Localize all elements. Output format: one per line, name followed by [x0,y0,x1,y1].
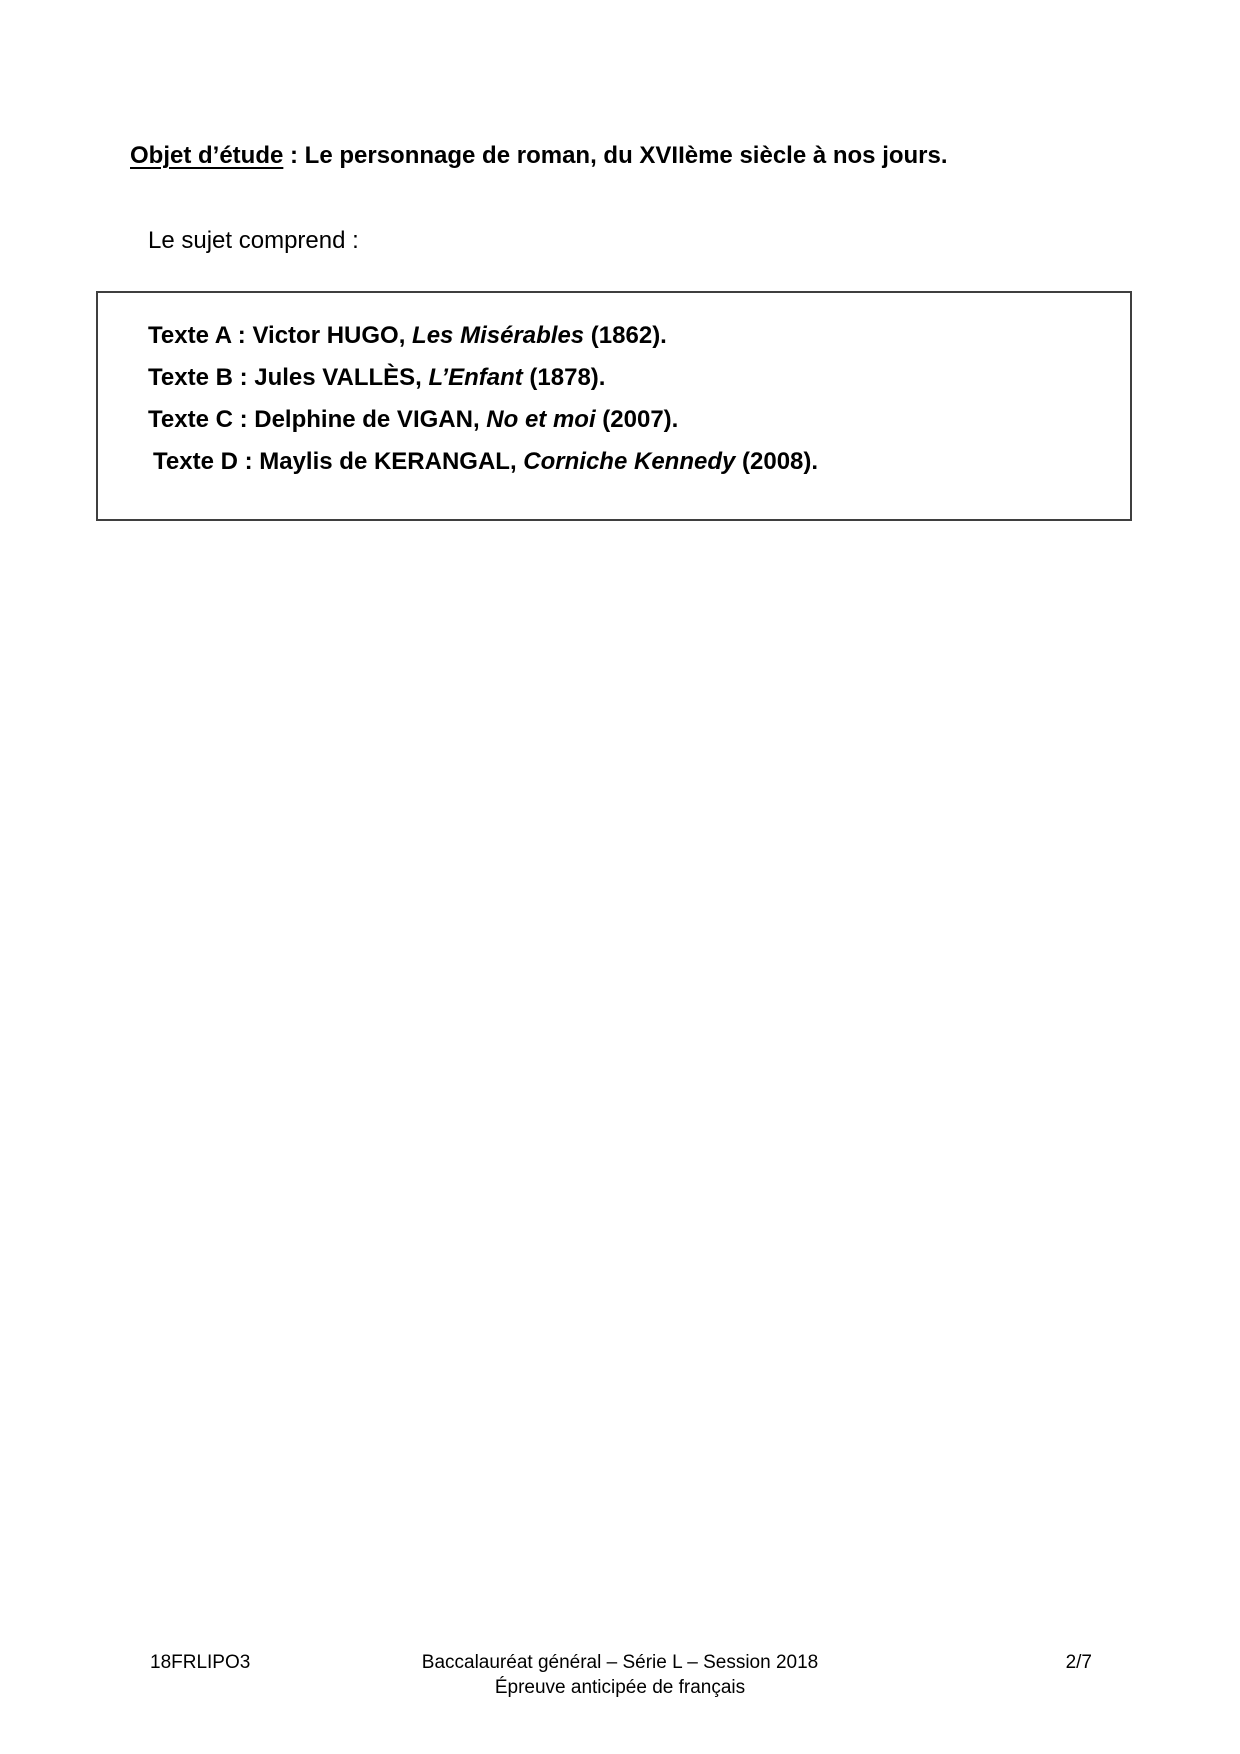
text-b-work-title: L’Enfant [428,364,523,391]
footer-exam-subtitle: Épreuve anticipée de français [494,1677,746,1698]
text-c-prefix: Texte C : Delphine de VIGAN, [148,406,487,433]
text-a-year: (1862). [584,322,667,349]
text-b-year: (1878). [522,364,606,391]
footer-line-1 [0,1650,1240,1675]
text-c-year: (2007). [595,406,679,433]
text-d-work-title: Corniche Kennedy [523,448,736,475]
text-c-work-title: No et moi [486,406,596,433]
footer-document-code: 18FRLIPO3 [150,1652,251,1673]
text-line-c [148,399,1110,441]
text-b-prefix: Texte B : Jules VALLÈS, [148,364,429,391]
text-line-b [148,357,1110,399]
text-line-a [148,315,1110,357]
page-footer [0,1650,1240,1700]
objet-etude-rest-label: : Le personnage de roman, du XVIIème siècle à nos jours. [283,142,948,169]
text-a-work-title: Les Misérables [412,322,585,349]
text-d-year: (2008). [735,448,819,475]
page-title [130,142,948,170]
text-a-prefix: Texte A : Victor HUGO, [148,322,413,349]
text-d-prefix: Texte D : Maylis de KERANGAL, [153,448,524,475]
objet-etude-underlined-label: Objet d’étude [130,142,284,169]
footer-page-number: 2/7 [1065,1652,1092,1673]
text-line-d [153,441,1110,483]
intro-text: Le sujet comprend : [148,227,359,254]
footer-exam-title: Baccalauréat général – Série L – Session 2018 [421,1652,819,1673]
texts-list-box [96,291,1132,521]
